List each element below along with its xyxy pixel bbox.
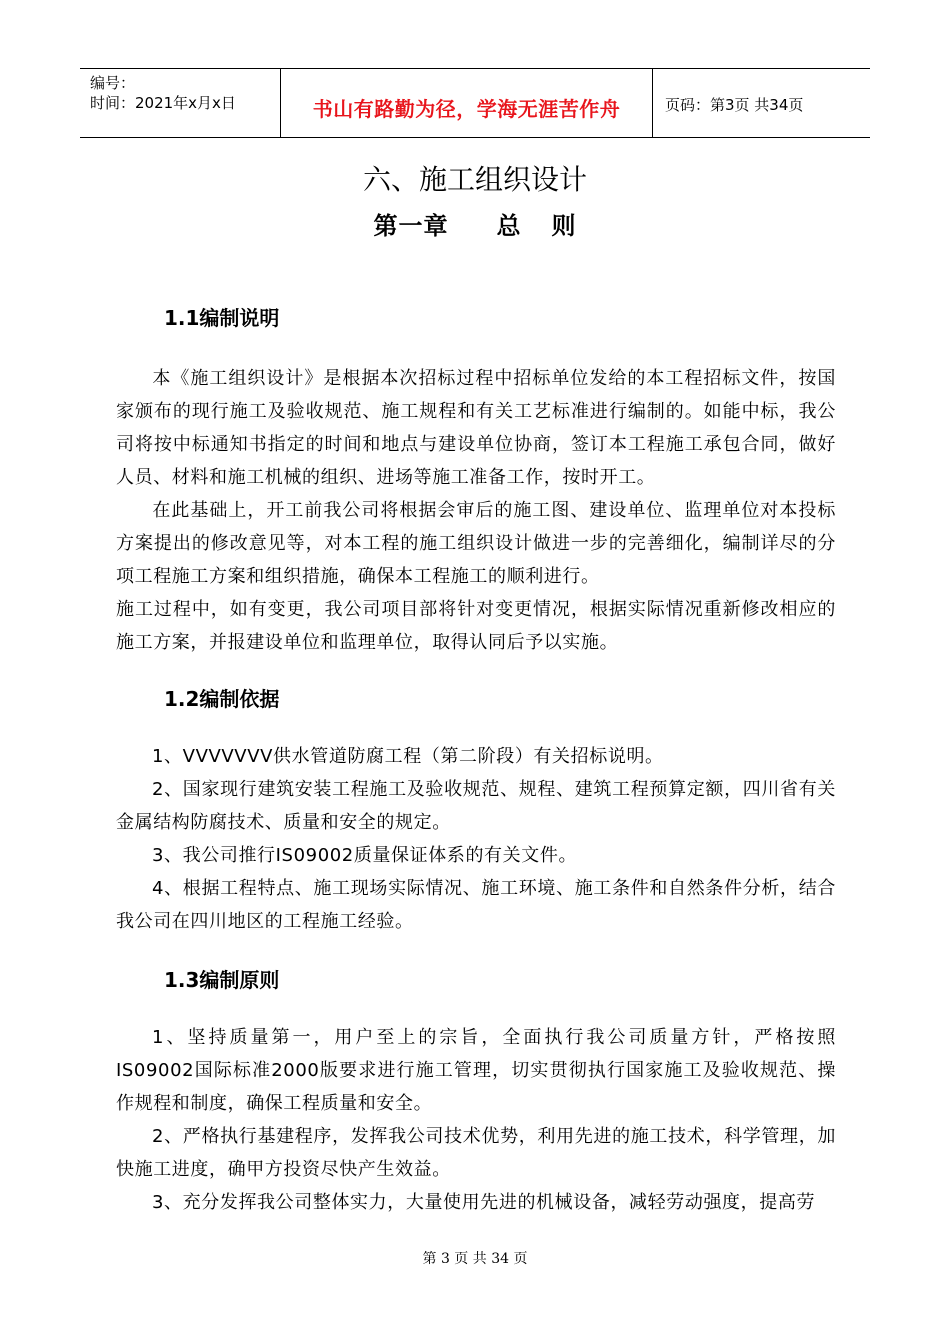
page-footer: 第 3 页 共 34 页 [422,1251,528,1267]
paragraph-text: 本《施工组织设计》是根据本次招标过程中招标单位发给的本工程招标文件，按国家颁布的现行施工及验收规范、施工规程和有关工艺标准进行编制的。如能中标，我公司将按中标通知书指定的时间和地点与建设单位协商，签订本工程施工承包合同，做好人员、材料和施工机械的组织、进场等施工准备工作，按时开工。 [116,368,836,488]
chapter-heading [0,206,950,241]
list-item [116,740,836,773]
chapter-title-part-1: 总 [496,212,522,240]
header-page-info: 页码：第3页 共34页 [665,96,804,114]
list-item-text: 4、根据工程特点、施工现场实际情况、施工环境、施工条件和自然条件分析，结合我公司在四川地区的工程施工经验。 [116,878,836,932]
header-page-cell [653,69,870,137]
paragraph [116,494,836,593]
list-item [116,773,836,839]
list-item-text: 3、我公司推行IS09002质量保证体系的有关文件。 [152,845,578,866]
list-item-text: 1、VVVVVVV供水管道防腐工程（第二阶段）有关招标说明。 [152,746,664,767]
list-item [116,839,836,872]
document-date-label: 时间：2021年x月x日 [90,94,236,112]
list-item [116,1120,836,1186]
header-info-cell [80,69,281,137]
paragraph-text: 在此基础上，开工前我公司将根据会审后的施工图、建设单位、监理单位对本投标方案提出的修改意见等，对本工程的施工组织设计做进一步的完善细化，编制详尽的分项工程施工方案和组织措施，确保本工程施工的顺利进行。 [116,500,836,587]
chapter-title-part-2: 则 [551,212,577,240]
list-item-text: 1、坚持质量第一，用户至上的宗旨，全面执行我公司质量方针，严格按照IS09002国际标准2000版要求进行施工管理，切实贯彻执行国家施工及验收规范、操作规程和制度，确保工程质量和安全。 [116,1027,837,1114]
section-heading-1-3: 1.3编制原则 [164,968,280,992]
page-header-table [80,68,870,138]
document-number-label: 编号： [90,74,136,92]
list-item [116,1186,836,1219]
list-item-text: 2、严格执行基建程序，发挥我公司技术优势，利用先进的施工技术，科学管理，加快施工进度，确甲方投资尽快产生效益。 [116,1126,836,1180]
chapter-number: 第一章 [373,212,449,240]
paragraph [116,593,836,659]
header-motto-cell [281,69,653,137]
paragraph [116,362,836,494]
header-motto: 书山有路勤为径，学海无涯苦作舟 [312,97,621,121]
list-item [116,1021,836,1120]
document-title: 六、施工组织设计 [362,163,587,196]
list-item-text: 2、国家现行建筑安装工程施工及验收规范、规程、建筑工程预算定额，四川省有关金属结构防腐技术、质量和安全的规定。 [116,779,836,833]
list-item-text: 3、充分发挥我公司整体实力，大量使用先进的机械设备，减轻劳动强度，提高劳 [152,1192,816,1213]
section-heading-1-2: 1.2编制依据 [164,687,280,711]
section-heading-1-1: 1.1编制说明 [164,306,280,330]
list-item [116,872,836,938]
paragraph-text: 施工过程中，如有变更，我公司项目部将针对变更情况，根据实际情况重新修改相应的施工方案，并报建设单位和监理单位，取得认同后予以实施。 [116,599,836,653]
